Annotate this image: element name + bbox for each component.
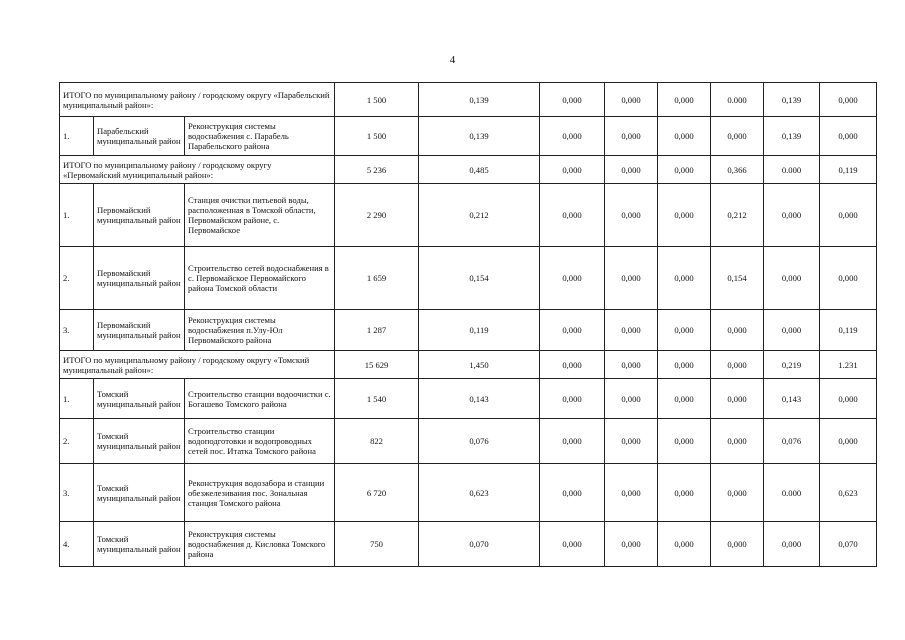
value-cell: 0,143 [764, 379, 820, 419]
municipality-cell: Первомайский муниципальный район [94, 310, 185, 351]
object-cell: Строительство станции водоподготовки и водопроводных сетей пос. Итатка Томского района [185, 419, 335, 464]
value-cell: 0,000 [820, 247, 877, 310]
municipality-cell: Томский муниципальный район [94, 379, 185, 419]
value-cell: 822 [335, 419, 419, 464]
value-cell: 0,219 [764, 351, 820, 379]
value-cell: 0,000 [540, 156, 605, 184]
value-cell: 2 290 [335, 184, 419, 247]
value-cell: 0,119 [820, 156, 877, 184]
value-cell: 0,000 [540, 464, 605, 522]
value-cell: 0,000 [605, 184, 658, 247]
value-cell: 0,000 [711, 419, 764, 464]
table-row [60, 247, 877, 310]
value-cell: 0,000 [820, 83, 877, 117]
municipality-cell: Томский муниципальный район [94, 464, 185, 522]
object-cell: Строительство станции водоочистки с. Богашево Томского района [185, 379, 335, 419]
value-cell: 0,000 [711, 117, 764, 156]
total-row [60, 351, 877, 379]
value-cell: 0,000 [605, 351, 658, 379]
funding-table [59, 82, 877, 567]
value-cell: 1 500 [335, 83, 419, 117]
value-cell: 1,450 [419, 351, 540, 379]
value-cell: 0,000 [820, 117, 877, 156]
value-cell: 0,070 [820, 522, 877, 567]
value-cell: 0,139 [764, 83, 820, 117]
value-cell: 0,000 [605, 117, 658, 156]
row-index: 4. [60, 522, 94, 567]
value-cell: 0,000 [605, 379, 658, 419]
value-cell: 0,000 [764, 184, 820, 247]
value-cell: 0,139 [764, 117, 820, 156]
value-cell: 1 287 [335, 310, 419, 351]
value-cell: 0,000 [711, 310, 764, 351]
row-index: 2. [60, 419, 94, 464]
row-index: 1. [60, 379, 94, 419]
value-cell: 0,000 [711, 464, 764, 522]
object-cell: Строительство сетей водоснабжения в с. Первомайское Первомайского района Томской области [185, 247, 335, 310]
table-row [60, 117, 877, 156]
object-cell: Реконструкция системы водоснабжения д. Кисловка Томского района [185, 522, 335, 567]
value-cell: 0,000 [658, 156, 711, 184]
value-cell: 0,000 [540, 310, 605, 351]
value-cell: 0,000 [658, 351, 711, 379]
value-cell: 0,000 [658, 379, 711, 419]
value-cell: 750 [335, 522, 419, 567]
municipality-cell: Томский муниципальный район [94, 522, 185, 567]
table-row [60, 310, 877, 351]
row-index: 1. [60, 117, 94, 156]
value-cell: 0,119 [419, 310, 540, 351]
table-row [60, 419, 877, 464]
value-cell: 0,000 [658, 419, 711, 464]
object-cell: Реконструкция водозабора и станции обезжелезивания пос. Зональная станция Томского района [185, 464, 335, 522]
value-cell: 0.000 [711, 83, 764, 117]
total-label: ИТОГО по муниципальному району / городскому округу «Парабельский муниципальный район»: [60, 83, 335, 117]
value-cell: 5 236 [335, 156, 419, 184]
object-cell: Реконструкция системы водоснабжения п.Улу-Юл Первомайского района [185, 310, 335, 351]
value-cell: 0,000 [540, 379, 605, 419]
value-cell: 0,212 [711, 184, 764, 247]
value-cell: 0,000 [540, 522, 605, 567]
value-cell: 6 720 [335, 464, 419, 522]
value-cell: 0,076 [764, 419, 820, 464]
value-cell: 0,143 [419, 379, 540, 419]
value-cell: 1 659 [335, 247, 419, 310]
value-cell: 0,000 [540, 83, 605, 117]
row-index: 2. [60, 247, 94, 310]
value-cell: 0,000 [658, 184, 711, 247]
value-cell: 0,000 [605, 247, 658, 310]
value-cell: 0,000 [540, 351, 605, 379]
page-number: 4 [449, 54, 456, 66]
table-row [60, 379, 877, 419]
value-cell: 0,000 [764, 247, 820, 310]
value-cell: 0,000 [658, 83, 711, 117]
value-cell: 0,000 [540, 247, 605, 310]
value-cell: 0,000 [658, 247, 711, 310]
municipality-cell: Первомайский муниципальный район [94, 247, 185, 310]
value-cell: 0,000 [605, 310, 658, 351]
value-cell: 0,139 [419, 83, 540, 117]
value-cell: 0,000 [658, 117, 711, 156]
value-cell: 0,000 [605, 156, 658, 184]
total-row [60, 83, 877, 117]
row-index: 3. [60, 310, 94, 351]
value-cell: 0,000 [540, 419, 605, 464]
value-cell: 0,623 [419, 464, 540, 522]
value-cell: 0,000 [540, 184, 605, 247]
value-cell: 15 629 [335, 351, 419, 379]
total-row [60, 156, 877, 184]
value-cell: 0,000 [605, 464, 658, 522]
value-cell: 0.000 [764, 464, 820, 522]
value-cell: 0,000 [540, 117, 605, 156]
value-cell: 0,623 [820, 464, 877, 522]
value-cell: 0,212 [419, 184, 540, 247]
value-cell: 0,366 [711, 156, 764, 184]
value-cell: 0,000 [820, 184, 877, 247]
value-cell: 0,000 [711, 379, 764, 419]
value-cell: 1 540 [335, 379, 419, 419]
value-cell: 0,000 [605, 83, 658, 117]
value-cell: 0,485 [419, 156, 540, 184]
value-cell: 0,000 [605, 419, 658, 464]
value-cell: 0,076 [419, 419, 540, 464]
table-row [60, 464, 877, 522]
municipality-cell: Парабельский муниципальный район [94, 117, 185, 156]
total-label: ИТОГО по муниципальному району / городскому округу «Первомайский муниципальный район»: [60, 156, 335, 184]
value-cell: 0,000 [711, 522, 764, 567]
value-cell: 0,000 [605, 522, 658, 567]
value-cell: 0,000 [658, 522, 711, 567]
value-cell: 0,154 [711, 247, 764, 310]
table-row [60, 184, 877, 247]
value-cell: 0,000 [820, 379, 877, 419]
value-cell: 0.000 [764, 156, 820, 184]
value-cell: 0,000 [764, 310, 820, 351]
row-index: 1. [60, 184, 94, 247]
value-cell: 1 500 [335, 117, 419, 156]
municipality-cell: Томский муниципальный район [94, 419, 185, 464]
value-cell: 0,154 [419, 247, 540, 310]
value-cell: 0,000 [820, 419, 877, 464]
municipality-cell: Первомайский муниципальный район [94, 184, 185, 247]
row-index: 3. [60, 464, 94, 522]
object-cell: Станция очистки питьевой воды, расположенная в Томской области, Первомайском районе, с. Первомайское [185, 184, 335, 247]
object-cell: Реконструкция системы водоснабжения с. Парабель Парабельского района [185, 117, 335, 156]
table-body [60, 83, 877, 567]
value-cell: 0,000 [764, 522, 820, 567]
value-cell: 0,000 [658, 464, 711, 522]
value-cell: 0,000 [711, 351, 764, 379]
total-label: ИТОГО по муниципальному району / городскому округу «Томский муниципальный район»: [60, 351, 335, 379]
value-cell: 0,070 [419, 522, 540, 567]
value-cell: 0,139 [419, 117, 540, 156]
value-cell: 0,119 [820, 310, 877, 351]
table-row [60, 522, 877, 567]
value-cell: 1.231 [820, 351, 877, 379]
value-cell: 0,000 [658, 310, 711, 351]
